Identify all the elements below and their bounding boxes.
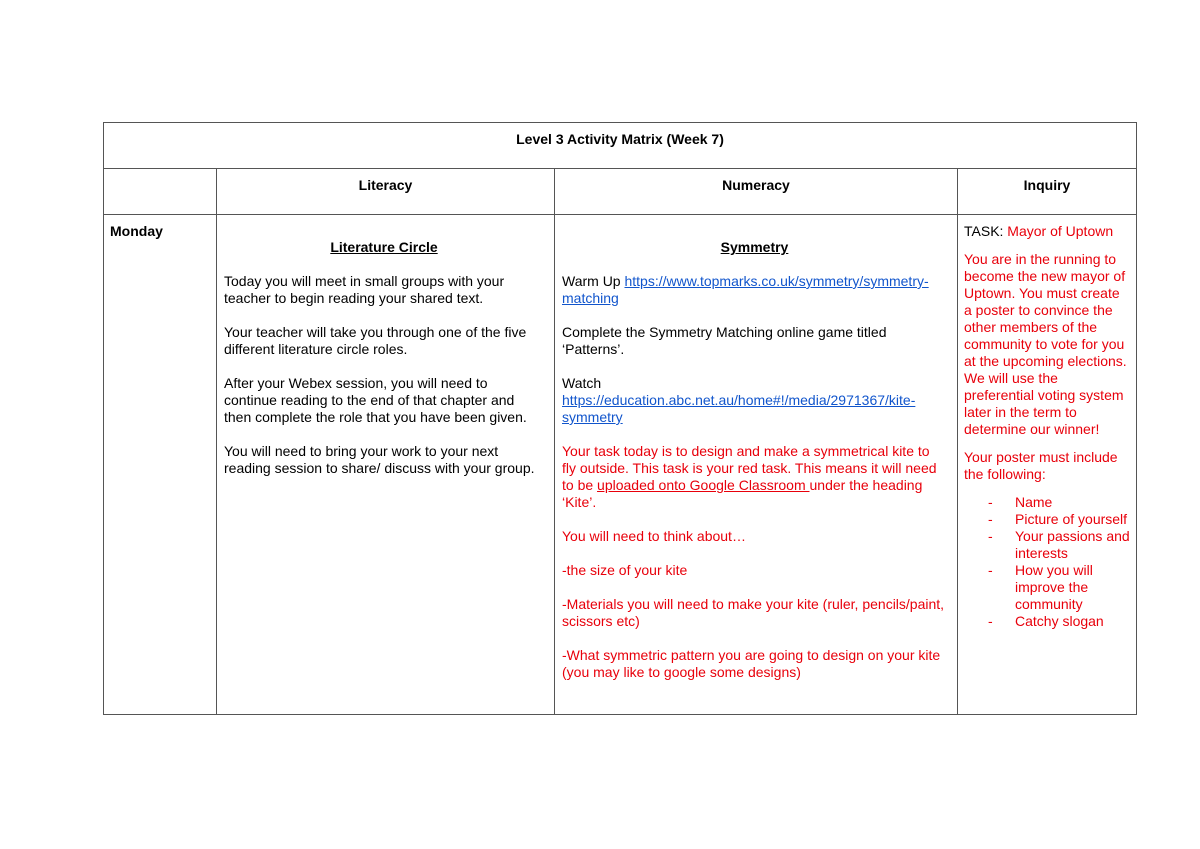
literacy-paragraph: After your Webex session, you will need to continue reading to the end of that chapter and then complete the role that you have been given.: [224, 375, 527, 425]
watch-paragraph: [562, 375, 947, 426]
matrix-title: Level 3 Activity Matrix (Week 7): [104, 123, 1137, 169]
list-item: - Catchy slogan: [988, 613, 1130, 630]
think-point: -the size of your kite: [562, 562, 688, 578]
numeracy-heading: Symmetry: [720, 239, 789, 255]
day-label: Monday: [104, 215, 217, 715]
kite-task-before: Your task today is to design and make a symmetrical kite to fly outside. This task is your red task. This means it will need to be: [562, 443, 937, 493]
think-point: -Materials you will need to make your kite (ruler, pencils/paint, scissors etc): [562, 596, 945, 629]
abc-education-link[interactable]: https://education.abc.net.au/home#!/media/2971367/kite-symmetry: [562, 392, 916, 425]
inquiry-intro: You are in the running to become the new mayor of Uptown. You must create a poster to convince the other members of the community to vote for you at the upcoming elections. We will use the preferential voting system later in the term to determine our winner!: [964, 251, 1127, 437]
literacy-paragraph: You will need to bring your work to your next reading session to share/ discuss with your group.: [224, 443, 535, 476]
kite-task-text: [562, 443, 947, 511]
poster-requirements-list: [964, 494, 1130, 630]
numeracy-cell: [555, 215, 958, 715]
literacy-heading: Literature Circle: [330, 239, 438, 255]
literacy-cell: [217, 215, 555, 715]
task-label: TASK:: [964, 223, 1004, 239]
literacy-paragraph: Today you will meet in small groups with your teacher to begin reading your shared text.: [224, 273, 505, 306]
header-literacy: Literacy: [217, 169, 555, 215]
topmarks-link[interactable]: https://www.topmarks.co.uk/symmetry/symmetry-matching: [562, 273, 929, 306]
task-title: Mayor of Uptown: [1003, 223, 1114, 239]
kite-task-after: under the heading ‘Kite’.: [562, 477, 923, 510]
think-point: -What symmetric pattern you are going to design on your kite (you may like to google some designs): [562, 647, 941, 680]
inquiry-cell: [958, 215, 1137, 715]
header-numeracy: Numeracy: [555, 169, 958, 215]
inquiry-task-line: [964, 223, 1130, 240]
poster-include-label: Your poster must include the following:: [964, 449, 1118, 482]
list-item: - Picture of yourself: [988, 511, 1130, 528]
think-about-text: You will need to think about…: [562, 528, 746, 544]
header-blank: [104, 169, 217, 215]
activity-matrix-table: [103, 122, 1137, 715]
warmup-paragraph: [562, 273, 947, 307]
literacy-paragraph: Your teacher will take you through one of the five different literature circle roles.: [224, 324, 527, 357]
watch-label: Watch: [562, 375, 602, 391]
list-item: - Name: [988, 494, 1130, 511]
list-item: - How you will improve the community: [988, 562, 1130, 613]
list-item: - Your passions and interests: [988, 528, 1130, 562]
google-classroom-link[interactable]: uploaded onto Google Classroom: [597, 477, 810, 493]
header-inquiry: Inquiry: [958, 169, 1137, 215]
complete-game-text: Complete the Symmetry Matching online game titled ‘Patterns’.: [562, 324, 887, 357]
warmup-label: Warm Up: [562, 273, 625, 289]
